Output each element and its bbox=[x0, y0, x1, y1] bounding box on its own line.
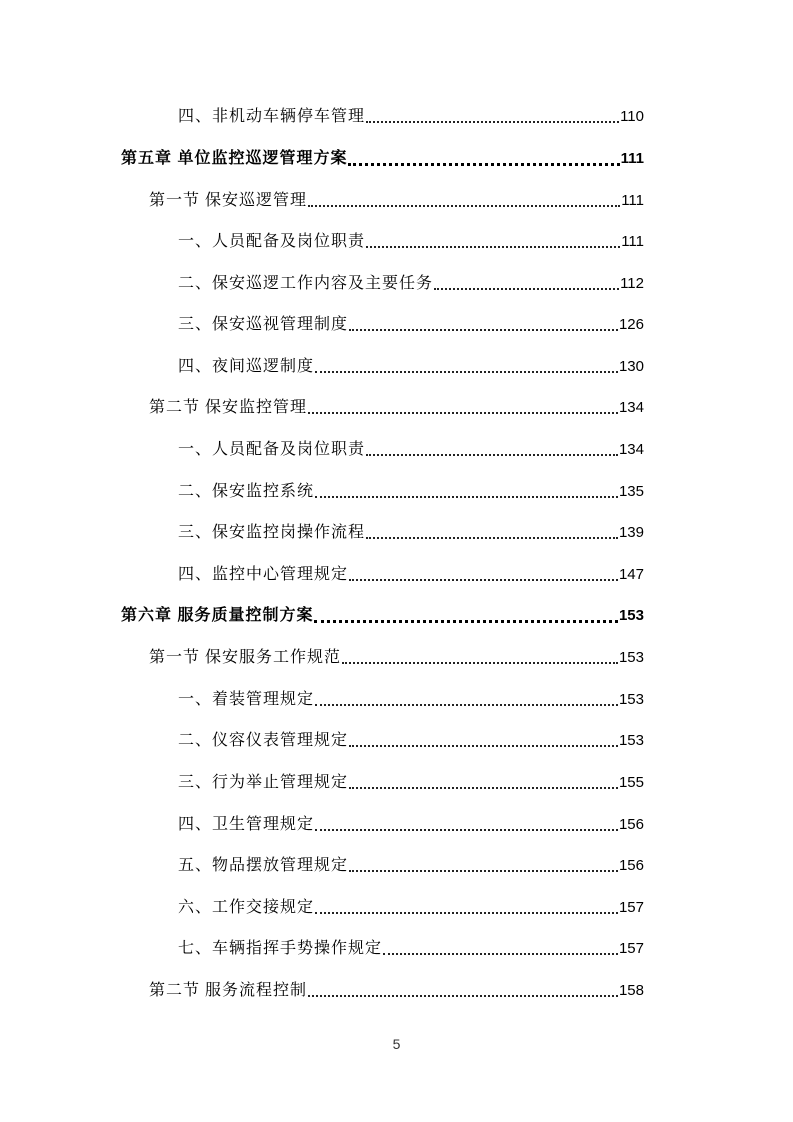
toc-entry-page: 130 bbox=[618, 358, 644, 375]
toc-entry-section[interactable] bbox=[149, 395, 644, 419]
toc-leader-dots bbox=[342, 647, 618, 669]
toc-entry[interactable] bbox=[178, 479, 644, 503]
toc-entry[interactable] bbox=[178, 354, 644, 378]
toc-entry-title: 一、人员配备及岗位职责 bbox=[178, 233, 366, 250]
toc-leader-dots bbox=[348, 148, 619, 170]
toc-entry-title: 五、物品摆放管理规定 bbox=[178, 857, 349, 874]
toc-entry[interactable] bbox=[178, 271, 644, 295]
toc-leader-dots bbox=[315, 356, 618, 378]
toc-entry-page: 139 bbox=[618, 524, 644, 541]
toc-entry-title: 四、夜间巡逻制度 bbox=[178, 358, 315, 375]
toc-entry[interactable] bbox=[178, 812, 644, 836]
toc-entry-page: 158 bbox=[618, 982, 644, 999]
toc-entry-title: 二、仪容仪表管理规定 bbox=[178, 732, 349, 749]
toc-leader-dots bbox=[349, 730, 618, 752]
toc-entry-title: 第六章 服务质量控制方案 bbox=[121, 607, 314, 624]
toc-leader-dots bbox=[349, 855, 618, 877]
toc-entry-title: 三、行为举止管理规定 bbox=[178, 774, 349, 791]
toc-entry-page: 112 bbox=[620, 275, 644, 292]
toc-entry[interactable] bbox=[178, 520, 644, 544]
toc-leader-dots bbox=[314, 605, 618, 627]
toc-entry-title: 第一节 保安巡逻管理 bbox=[149, 192, 308, 209]
toc-entry[interactable] bbox=[178, 728, 644, 752]
toc-leader-dots bbox=[315, 897, 618, 919]
toc-entry-title: 一、人员配备及岗位职责 bbox=[178, 441, 366, 458]
toc-entry-title: 六、工作交接规定 bbox=[178, 899, 315, 916]
toc-entry-page: 111 bbox=[621, 233, 644, 250]
toc-leader-dots bbox=[366, 439, 618, 461]
toc-leader-dots bbox=[366, 522, 618, 544]
toc-entry-page: 157 bbox=[618, 899, 644, 916]
toc-entry-chapter[interactable] bbox=[121, 603, 644, 627]
toc-entry-title: 四、卫生管理规定 bbox=[178, 816, 315, 833]
toc-entry-title: 第一节 保安服务工作规范 bbox=[149, 649, 342, 666]
toc-entry-title: 四、非机动车辆停车管理 bbox=[178, 108, 366, 125]
toc-entry-page: 157 bbox=[618, 940, 644, 957]
toc-entry-page: 153 bbox=[618, 732, 644, 749]
toc-entry-page: 153 bbox=[618, 649, 644, 666]
toc-leader-dots bbox=[308, 190, 620, 212]
toc-entry-title: 第二节 服务流程控制 bbox=[149, 982, 308, 999]
toc-leader-dots bbox=[349, 314, 618, 336]
toc-leader-dots bbox=[308, 980, 618, 1002]
toc-entry-section[interactable] bbox=[149, 188, 644, 212]
toc-entry-title: 四、监控中心管理规定 bbox=[178, 566, 349, 583]
toc-entry[interactable] bbox=[178, 770, 644, 794]
toc-entry-title: 三、保安监控岗操作流程 bbox=[178, 524, 366, 541]
toc-entry-title: 一、着装管理规定 bbox=[178, 691, 315, 708]
toc-entry-page: 111 bbox=[620, 150, 644, 167]
toc-entry-section[interactable] bbox=[149, 978, 644, 1002]
toc-entry[interactable] bbox=[178, 437, 644, 461]
toc-entry-title: 七、车辆指挥手势操作规定 bbox=[178, 940, 383, 957]
toc-entry[interactable] bbox=[178, 895, 644, 919]
toc-leader-dots bbox=[308, 397, 618, 419]
toc-entry-title: 三、保安巡视管理制度 bbox=[178, 316, 349, 333]
toc-entry-title: 第二节 保安监控管理 bbox=[149, 399, 308, 416]
toc-entry-title: 二、保安监控系统 bbox=[178, 483, 315, 500]
toc-entry-page: 153 bbox=[618, 691, 644, 708]
toc-entry-page: 111 bbox=[621, 192, 644, 209]
toc-entry-page: 126 bbox=[618, 316, 644, 333]
toc-leader-dots bbox=[315, 481, 618, 503]
toc-entry[interactable] bbox=[178, 104, 644, 128]
toc-leader-dots bbox=[349, 564, 618, 586]
toc-entry-page: 155 bbox=[618, 774, 644, 791]
toc-entry[interactable] bbox=[178, 687, 644, 711]
toc-leader-dots bbox=[366, 231, 620, 253]
toc-leader-dots bbox=[315, 814, 618, 836]
toc-entry-page: 135 bbox=[618, 483, 644, 500]
toc-entry-page: 156 bbox=[618, 816, 644, 833]
toc-entry[interactable] bbox=[178, 562, 644, 586]
page-number: 5 bbox=[392, 1036, 401, 1052]
toc-entry-title: 二、保安巡逻工作内容及主要任务 bbox=[178, 275, 434, 292]
toc-leader-dots bbox=[349, 772, 618, 794]
toc-entry-page: 156 bbox=[618, 857, 644, 874]
toc-entry-section[interactable] bbox=[149, 645, 644, 669]
toc-entry-chapter[interactable] bbox=[121, 146, 644, 170]
toc-entry[interactable] bbox=[178, 853, 644, 877]
toc-entry-page: 147 bbox=[618, 566, 644, 583]
toc-leader-dots bbox=[383, 938, 618, 960]
toc-entry[interactable] bbox=[178, 229, 644, 253]
toc-leader-dots bbox=[434, 273, 619, 295]
toc-entry[interactable] bbox=[178, 312, 644, 336]
toc-entry-page: 153 bbox=[618, 607, 644, 624]
toc-entry-page: 134 bbox=[618, 441, 644, 458]
toc-entry-page: 134 bbox=[618, 399, 644, 416]
toc-entry-page: 110 bbox=[620, 108, 644, 125]
toc-entry[interactable] bbox=[178, 936, 644, 960]
toc-leader-dots bbox=[315, 689, 618, 711]
toc-leader-dots bbox=[366, 106, 619, 128]
toc-entry-title: 第五章 单位监控巡逻管理方案 bbox=[121, 150, 348, 167]
